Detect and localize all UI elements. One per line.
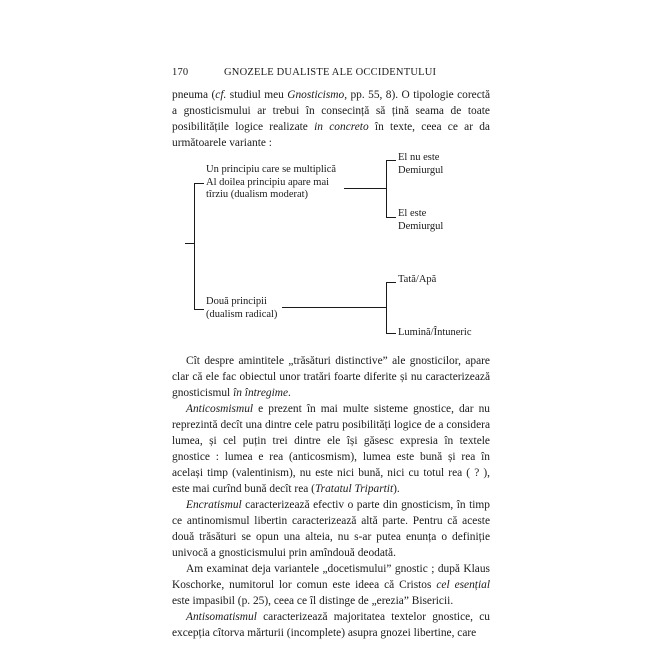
leaf-is-demiurge: El este Demiurgul [398,208,444,232]
leaf-light-darkness: Lumină/Întuneric [398,327,472,338]
paragraph-encratism: Encratismul caracterizează efectiv o parte din gnosticism, în timp ce antinomismul libertin caracterizează altă parte. Pentru că aceste două trăsături se opun una alteia, nu s-ar putea enunța o definiție univocă a gnosticismului prin amîndouă deodată. [172,499,490,559]
page-number: 170 [172,67,189,78]
typology-tree-diagram [172,150,490,350]
paragraph-distinctive-traits: Cît despre amintitele „trăsături distinctive” ale gnosticilor, apare clar că ele fac obiectul unor tratări foarte diferite și nu caracterizează gnosticismul în întregime. [172,355,490,399]
branch-radical-dualism: Două principii (dualism radical) [206,296,278,320]
paragraph-antisomatism: Antisomatismul caracterizează majoritatea textelor gnostice, cu excepția cîtorva mărturii (incomplete) asupra gnozei libertine, care [172,611,490,639]
intro-paragraph [172,87,490,151]
leaf-not-demiurge: El nu este Demiurgul [398,152,444,176]
tree-bottom-split-connector [282,307,386,308]
tree-top-leaf1-connector [386,160,396,161]
intro-text: pneuma (cf. studiul meu Gnosticismo, pp. 55, 8). O tipologie corectă a gnosticismului ar trebui în consecință să țină seama de toate posibilitățile logice realizate in concreto în texte, ceea ce ar da următoarele variante : [172,89,490,149]
tree-top-split-connector [344,188,386,189]
tree-bottom-leaf1-connector [386,282,396,283]
tree-branch-top-connector [194,183,204,184]
branch-moderate-dualism: Un principiu care se multiplică Al doilea principiu apare mai tîrziu (dualism moderat) [206,164,337,200]
running-title: GNOZELE DUALISTE ALE OCCIDENTULUI [224,67,437,78]
tree-root-connector [185,243,194,244]
tree-bottom-leaf2-connector [386,333,396,334]
tree-top-leaf2-connector [386,217,396,218]
tree-branch-bottom-connector [194,309,204,310]
tree-main-trunk [194,183,195,309]
leaf-father-water: Tată/Apă [398,274,437,285]
tree-top-split-vertical [386,160,387,217]
paragraph-docetism: Am examinat deja variantele „docetismului” gnostic ; după Klaus Koschorke, numitorul lor comun este ideea că Cristos cel esențial este impasibil (p. 25), ceea ce îl distinge de „erezia” Bisericii. [172,563,490,607]
tree-bottom-split-vertical [386,282,387,333]
paragraph-anticosmism: Anticosmismul e prezent în mai multe sisteme gnostice, dar nu reprezintă decît una dintre cele patru posibilități logice de a considera lumea, și cel puțin trei dintre ele își găsesc expresia în textele gnostice : lumea e rea (anticosmism), lumea este bună și rea în același timp (valentinism), nu este nici bună, nici cu totul rea ( ? ), este mai curînd bună decît rea (Tratatul Tripartit). [172,403,490,495]
body-text [172,353,490,641]
